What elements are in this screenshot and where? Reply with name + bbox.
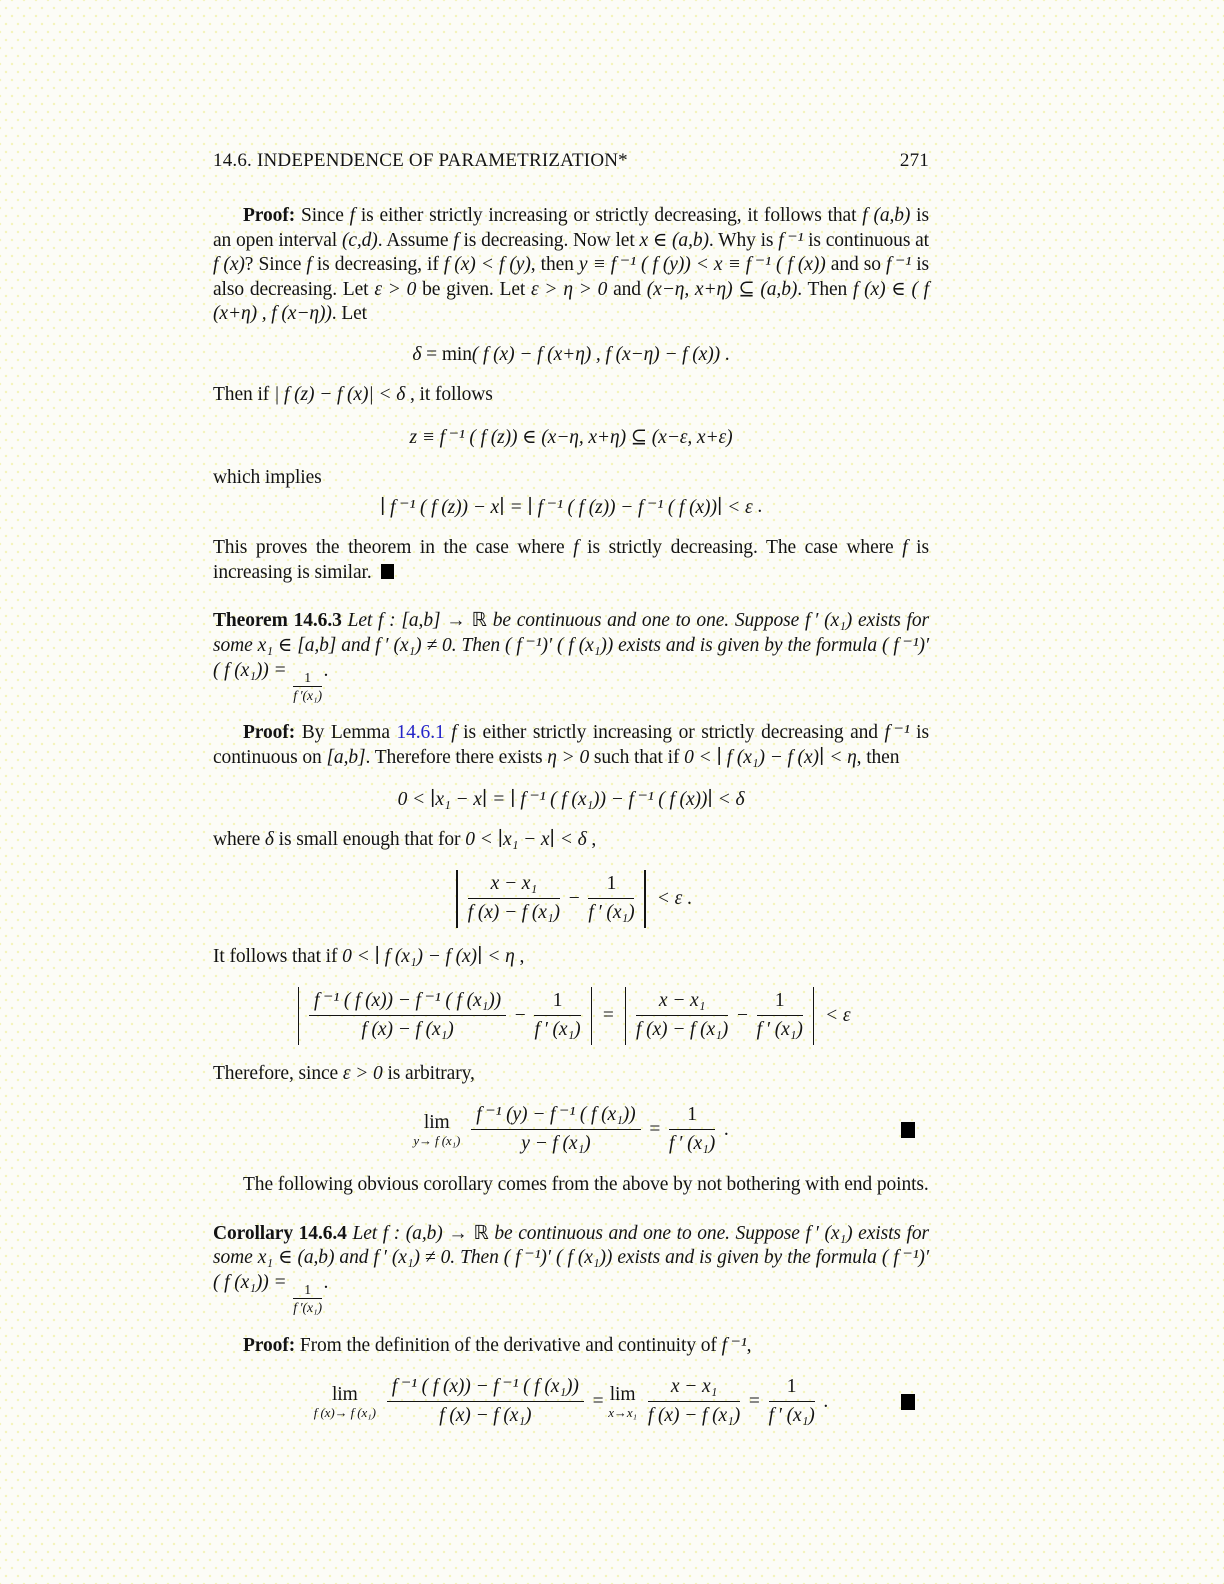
- text-run: is increasing is similar.: [213, 537, 929, 583]
- math-run: δ: [264, 829, 274, 851]
- text-run: 1: [786, 1376, 797, 1398]
- text-run: ,: [586, 829, 597, 851]
- math-run: f (x) − f (x₁): [467, 902, 560, 924]
- text-run: such that if: [589, 746, 685, 768]
- math-run: f ⁻¹: [778, 229, 804, 251]
- abs-bar: [591, 987, 593, 1045]
- page-number: 271: [899, 150, 929, 171]
- math-run: f: [902, 537, 908, 559]
- math-run: f ⁻¹ (y) − f ⁻¹ ( f (x₁)): [476, 1104, 636, 1126]
- bold-run: Corollary 14.6.4: [213, 1222, 353, 1244]
- text-run: is an open interval: [213, 205, 929, 251]
- denominator: [636, 1016, 728, 1042]
- denominator: [387, 1402, 584, 1428]
- denominator: [468, 899, 560, 925]
- bold-run: Theorem 14.6.3: [213, 610, 348, 632]
- text-run: ? Since: [244, 254, 307, 276]
- text-run: −: [563, 887, 585, 909]
- math-run: f (x) − f (x₁): [636, 1019, 729, 1041]
- math-run: x ∈ (a,b): [639, 229, 709, 251]
- text-run: From the definition of the derivative and continuity of: [295, 1334, 722, 1356]
- text-run: . Assume: [377, 229, 454, 251]
- lim-word: lim: [609, 1383, 636, 1405]
- math-run: x − x₁: [658, 990, 706, 1012]
- lim-word: lim: [423, 1111, 450, 1133]
- bold-run: Proof:: [243, 722, 296, 744]
- text-run: is arbitrary,: [382, 1062, 475, 1084]
- denominator: [471, 1130, 640, 1156]
- proof-paragraph-theorem: [213, 721, 929, 770]
- eq-finverse-epsilon: [213, 495, 929, 519]
- math-run: f ′ (x₁): [534, 1019, 581, 1041]
- para-proves-theorem: [213, 536, 929, 585]
- eq-frac-epsilon: [213, 870, 929, 928]
- math-run: y ≡ f ⁻¹ ( f (y)) < x ≡ f ⁻¹ ( f (x)): [578, 254, 826, 276]
- fraction: [293, 1283, 322, 1316]
- fraction: [387, 1375, 584, 1428]
- math-run: z ≡ f ⁻¹ ( f (z)) ∈ (x−η, x+η) ⊆ (x−ε, x+ε): [409, 426, 733, 448]
- text-run: =: [598, 1004, 619, 1026]
- page-content: [213, 204, 929, 1428]
- math-run: 0 < ∣x₁ − x∣ = ∣ f ⁻¹ ( f (x₁)) − f ⁻¹ ( f (x))∣ < δ: [397, 789, 745, 811]
- numerator: [293, 1283, 322, 1299]
- limit-subscript: [413, 1134, 460, 1148]
- math-run: .: [323, 659, 329, 681]
- qed-square: [901, 1394, 915, 1410]
- abs-bar: [625, 987, 627, 1045]
- text-run: =: [644, 1118, 666, 1140]
- numerator: [636, 989, 728, 1016]
- numerator: [769, 1375, 815, 1402]
- para-therefore: [213, 1062, 929, 1087]
- para-where-delta: [213, 828, 929, 853]
- math-run: | f (z) − f (x)| < δ: [273, 383, 406, 405]
- text-run: This proves the theorem in the case where: [213, 537, 574, 559]
- text-run: 1: [304, 1281, 311, 1297]
- math-run: f ⁻¹: [721, 1334, 747, 1356]
- math-run: Let f : [a,b] → ℝ be continuous and one to one. Suppose f ′ (x₁) exists for some x₁ ∈ [a,b] and f ′ (x₁) ≠ 0. Then ( f ⁻¹)′ ( f (x₁)) exists and is given by the formula ( f ⁻¹)′ ( f (x₁)) =: [213, 610, 929, 681]
- fraction: [293, 671, 322, 704]
- fraction: [757, 989, 803, 1042]
- fraction: [309, 989, 506, 1042]
- text-run: 1: [687, 1104, 697, 1126]
- text-run: and: [607, 278, 647, 300]
- ref-link[interactable]: 14.6.1: [396, 722, 445, 744]
- math-run: f ′ (x₁): [768, 1405, 815, 1427]
- math-run: f: [306, 254, 312, 276]
- denominator: [648, 1402, 740, 1428]
- fraction: [534, 989, 580, 1042]
- text-run: ,: [746, 1334, 752, 1356]
- limit-operator: [314, 1384, 376, 1420]
- fraction: [648, 1375, 740, 1428]
- lim-word: lim: [331, 1383, 358, 1405]
- math-run: < ε: [820, 1004, 851, 1026]
- math-run: [a,b]: [326, 746, 366, 768]
- fraction: [669, 1103, 715, 1156]
- numerator: [387, 1375, 584, 1402]
- text-run: Therefore, since: [213, 1062, 343, 1084]
- text-run: It follows that if: [213, 945, 343, 967]
- abs-bar: [298, 987, 300, 1045]
- denominator: [309, 1016, 506, 1042]
- math-run: δ: [412, 343, 422, 365]
- text-run: , then: [856, 746, 900, 768]
- textbook-page: [213, 150, 929, 1445]
- text-run: 1: [774, 990, 785, 1012]
- numerator: [309, 989, 506, 1016]
- eq-lim-y: [213, 1103, 929, 1156]
- text-run: is decreasing. Now let: [458, 229, 640, 251]
- text-run: Then if: [213, 383, 274, 405]
- numerator: [468, 872, 560, 899]
- math-run: (x−η, x+η) ⊆ (a,b): [646, 278, 798, 300]
- math-run: f (x): [213, 254, 245, 276]
- math-run: η > 0: [547, 746, 590, 768]
- text-run: .: [720, 343, 730, 365]
- corollary-1464: [213, 1222, 929, 1316]
- section-title: 14.6. INDEPENDENCE OF PARAMETRIZATION*: [213, 150, 628, 171]
- math-run: ε > 0: [342, 1062, 383, 1084]
- math-run: Let f : (a,b) → ℝ be continuous and one to one. Suppose f ′ (x₁) exists for some x₁ ∈ (a,b) and f ′ (x₁) ≠ 0. Then ( f ⁻¹)′ ( f (x₁)) exists and is given by the formula ( f ⁻¹)′ ( f (x₁)) =: [213, 1222, 929, 1293]
- numerator: [648, 1375, 740, 1402]
- fraction: [769, 1375, 815, 1428]
- math-run: f (x) − f (x₁): [439, 1405, 532, 1427]
- math-run: ε > η > 0: [531, 278, 608, 300]
- math-run: f: [453, 229, 459, 251]
- math-run: f ⁻¹ ( f (x)) − f ⁻¹ ( f (x₁)): [314, 990, 502, 1012]
- math-run: f (x)→ f (x₁): [313, 1404, 376, 1420]
- qed-square: [901, 1122, 915, 1138]
- text-run: is either strictly increasing or strictly decreasing and: [456, 722, 885, 744]
- para-which-implies: [213, 466, 929, 491]
- text-run: is small enough that for: [273, 829, 466, 851]
- proof-paragraph-corollary: [213, 1334, 929, 1359]
- text-run: The following obvious corollary comes from the above by not bothering with end points.: [243, 1174, 929, 1196]
- text-run: be given. Let: [416, 278, 532, 300]
- text-run: 1: [606, 873, 617, 895]
- text-run: . Why is: [708, 229, 779, 251]
- math-run: (c,d): [341, 229, 378, 251]
- limit-operator: [413, 1112, 460, 1148]
- text-run: where: [213, 829, 265, 851]
- numerator: [669, 1103, 715, 1130]
- text-run: By Lemma: [295, 722, 397, 744]
- fraction: [636, 989, 728, 1042]
- denominator: [769, 1402, 815, 1428]
- math-run: 0 < ∣ f (x₁) − f (x)∣ < η: [684, 746, 857, 768]
- math-run: ∣ f ⁻¹ ( f (z)) − x∣ = ∣ f ⁻¹ ( f (z)) − f ⁻¹ ( f (x))∣ < ε: [379, 497, 753, 519]
- eq-double-frac: [213, 987, 929, 1045]
- para-following-corollary: [213, 1173, 929, 1198]
- text-run: is continuous at: [803, 229, 930, 251]
- math-run: x − x₁: [670, 1376, 718, 1398]
- math-run: f ′(x₁): [293, 1300, 322, 1316]
- math-run: f ′ (x₁): [756, 1019, 803, 1041]
- numerator: [293, 671, 322, 687]
- para-it-follows: [213, 945, 929, 970]
- text-run: , then: [530, 254, 579, 276]
- fraction: [471, 1103, 640, 1156]
- denominator: [534, 1016, 580, 1042]
- text-run: , it follows: [405, 383, 493, 405]
- text-run: is also decreasing. Let: [213, 254, 930, 300]
- text-run: =: [587, 1390, 609, 1412]
- text-run: 1: [552, 990, 563, 1012]
- denominator: [293, 1299, 322, 1315]
- numerator: [757, 989, 803, 1016]
- math-run: f (x) − f (x₁): [647, 1405, 741, 1427]
- text-run: is strictly decreasing. The case where: [578, 537, 903, 559]
- math-run: .: [323, 1271, 329, 1293]
- text-run: . Therefore there exists: [365, 746, 548, 768]
- eq-delta-min: [213, 344, 929, 366]
- math-run: f ′ (x₁): [669, 1133, 716, 1155]
- math-run: f: [573, 537, 579, 559]
- abs-bar: [456, 870, 458, 928]
- text-run: which implies: [213, 466, 322, 488]
- text-run: ,: [514, 945, 525, 967]
- para-then-if: [213, 383, 929, 408]
- math-run: x→x₁: [608, 1404, 637, 1420]
- eq-lim-final: [213, 1375, 929, 1428]
- math-run: f (x) < f (y): [443, 254, 531, 276]
- abs-bar: [644, 870, 646, 928]
- fraction: [468, 872, 560, 925]
- text-run: −: [732, 1004, 753, 1026]
- numerator: [588, 872, 634, 899]
- text-run: =: [744, 1390, 765, 1412]
- denominator: [293, 687, 322, 703]
- math-run: < ε: [651, 887, 683, 909]
- denominator: [757, 1016, 803, 1042]
- text-run: and so: [825, 254, 887, 276]
- limit-subscript: [608, 1406, 637, 1420]
- math-run: f (x) − f (x₁): [361, 1019, 454, 1041]
- text-run: Since: [295, 205, 350, 226]
- math-run: f ⁻¹: [884, 722, 910, 744]
- math-run: f ′(x₁): [293, 687, 322, 703]
- eq-x1-minus-x: [213, 787, 929, 811]
- denominator: [669, 1130, 715, 1156]
- math-run: f (x) ∈ ( f (x+η) , f (x−η)): [213, 278, 929, 325]
- numerator: [471, 1103, 640, 1130]
- text-run: .: [682, 887, 692, 909]
- numerator: [534, 989, 580, 1016]
- limit-operator: [608, 1384, 637, 1420]
- math-run: 0 < ∣ f (x₁) − f (x)∣ < η: [342, 945, 515, 967]
- math-run: f: [349, 205, 355, 226]
- math-run: f: [451, 722, 457, 744]
- page-header: [213, 150, 929, 172]
- bold-run: Proof:: [243, 1334, 296, 1356]
- text-run: .: [719, 1118, 729, 1140]
- text-run: is decreasing, if: [311, 254, 444, 276]
- fraction: [588, 872, 634, 925]
- denominator: [588, 899, 634, 925]
- math-run: f (a,b): [862, 205, 911, 226]
- abs-bar: [813, 987, 815, 1045]
- proof-paragraph-lemma: [213, 204, 929, 327]
- math-run: y − f (x₁): [521, 1133, 591, 1155]
- text-run: . Let: [331, 303, 367, 325]
- theorem-1463: [213, 609, 929, 703]
- text-run: is either strictly increasing or strictly decreasing, it follows that: [354, 205, 863, 226]
- text-run: −: [510, 1004, 531, 1026]
- text-run: 1: [304, 669, 311, 685]
- limit-subscript: [314, 1406, 376, 1420]
- math-run: x − x₁: [490, 873, 538, 895]
- eq-z-inclusion: [213, 425, 929, 449]
- math-run: f ⁻¹ ( f (x)) − f ⁻¹ ( f (x₁)): [391, 1376, 579, 1398]
- math-run: f ′ (x₁): [588, 902, 635, 924]
- text-run: .: [752, 496, 763, 518]
- qed-square: [381, 564, 394, 579]
- math-run: 0 < ∣x₁ − x∣ < δ: [465, 829, 587, 851]
- math-run: f ⁻¹: [886, 254, 912, 276]
- text-run: = min: [421, 343, 472, 365]
- math-run: y→ f (x₁): [413, 1132, 461, 1148]
- text-run: .: [818, 1390, 829, 1412]
- text-run: is continuous on: [213, 722, 929, 768]
- math-run: ε > 0: [374, 278, 417, 300]
- math-run: ( f (x) − f (x+η) , f (x−η) − f (x)): [471, 343, 720, 365]
- text-run: . Then: [797, 278, 853, 300]
- bold-run: Proof:: [243, 205, 296, 226]
